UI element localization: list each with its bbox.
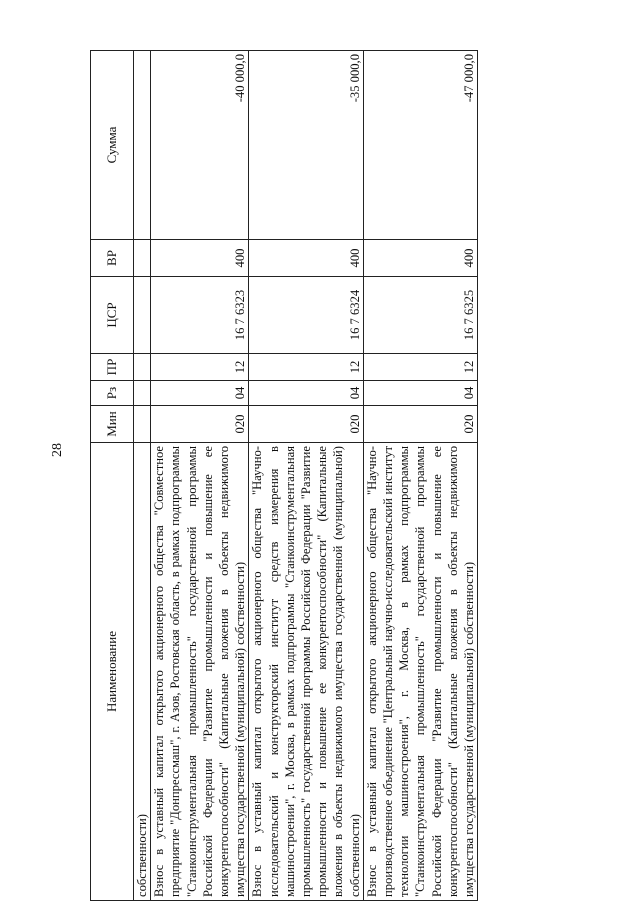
table-header-row	[91, 51, 134, 901]
row-name: Взнос в уставный капитал открытого акционерного общества "Совместное предприятие "Донпрессмаш", г. Азов, Ростовская область, в рамках подпрограммы "Станкоинструментальная промышленность" государственной программы Российской Федерации "Развитие промышленности и повышение ее конкурентоспособности" (Капитальные вложения в объекты недвижимого имущества государственной (муниципальной) собственности)	[151, 443, 249, 901]
header-min: Мин	[91, 406, 134, 443]
table-row	[151, 51, 249, 901]
row-rz: 04	[249, 381, 363, 406]
row-rz: 04	[151, 381, 249, 406]
row-name: Взнос в уставный капитал открытого акционерного общества "Научно-исследовательский и конструкторский институт средств измерения в машиностроении", г. Москва, в рамках подпрограммы "Станкоинструментальная промышленность" государственной программы Российской Федерации "Развитие промышленности и повышение ее конкурентоспособности" (Капитальные вложения в объекты недвижимого имущества государственной (муниципальной) собственности)	[249, 443, 363, 901]
row-csr: 16 7 6324	[249, 277, 363, 354]
row-sum: -47 000,0	[363, 51, 477, 240]
page-number: 28	[50, 443, 65, 457]
continuation-text: собственности)	[134, 443, 151, 901]
table-row	[363, 51, 477, 901]
row-vr: 400	[151, 240, 249, 277]
row-pr: 12	[151, 354, 249, 381]
row-pr: 12	[249, 354, 363, 381]
header-name: Наименование	[91, 443, 134, 901]
row-vr: 400	[249, 240, 363, 277]
row-csr: 16 7 6323	[151, 277, 249, 354]
budget-table	[90, 50, 478, 901]
row-pr: 12	[363, 354, 477, 381]
continuation-row	[134, 51, 151, 901]
row-vr: 400	[363, 240, 477, 277]
table-row	[249, 51, 363, 901]
row-min: 020	[363, 406, 477, 443]
header-csr: ЦСР	[91, 277, 134, 354]
row-sum: -40 000,0	[151, 51, 249, 240]
row-sum: -35 000,0	[249, 51, 363, 240]
header-pr: ПР	[91, 354, 134, 381]
row-min: 020	[151, 406, 249, 443]
row-rz: 04	[363, 381, 477, 406]
header-rz: Рз	[91, 381, 134, 406]
rotated-page-content	[90, 51, 588, 901]
header-sum: Сумма	[91, 51, 134, 240]
row-csr: 16 7 6325	[363, 277, 477, 354]
row-name: Взнос в уставный капитал открытого акционерного общества "Научно-производственное объединение "Центральный научно-исследовательский институт технологии машиностроения", г. Москва, в рамках подпрограммы "Станкоинструментальная промышленность" государственной программы Российской Федерации "Развитие промышленности и повышение ее конкурентоспособности" (Капитальные вложения в объекты недвижимого имущества государственной (муниципальной) собственности)	[363, 443, 477, 901]
row-min: 020	[249, 406, 363, 443]
header-vr: ВР	[91, 240, 134, 277]
